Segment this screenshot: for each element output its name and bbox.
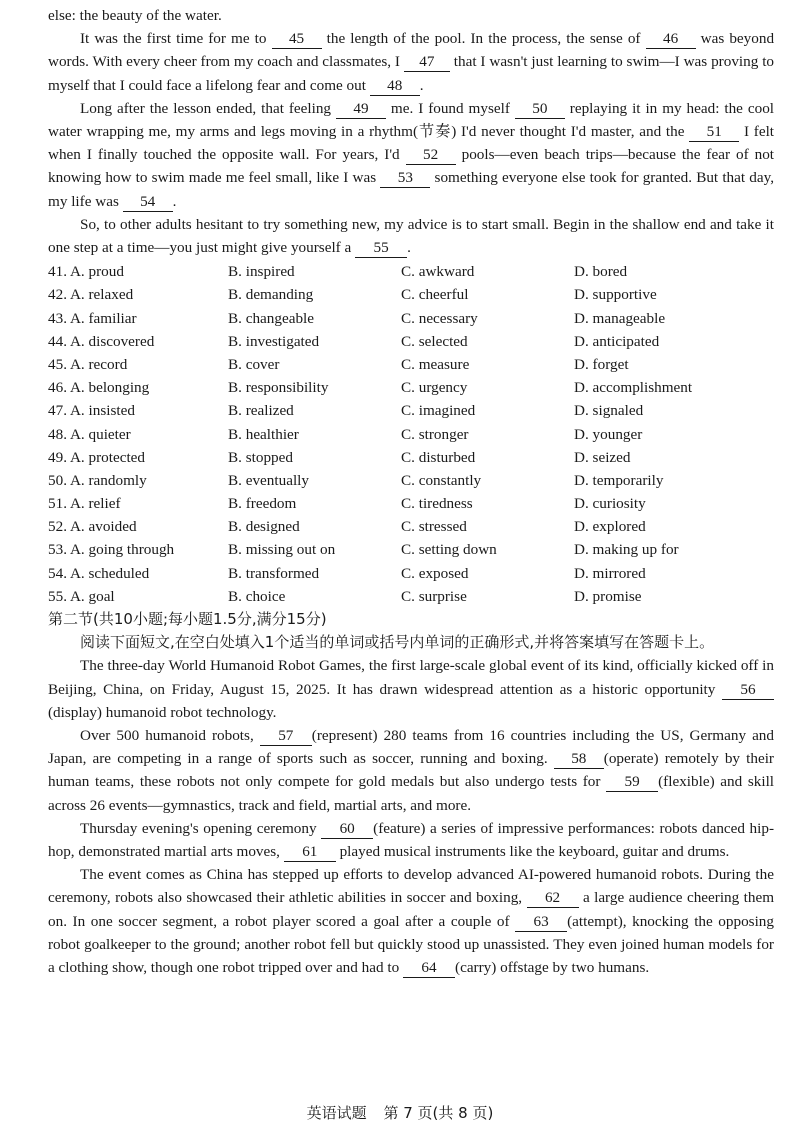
passage1-paragraph1: [48, 27, 774, 97]
option-choice[interactable]: 46. A. belonging: [48, 379, 150, 397]
passage2-paragraph2: [48, 724, 774, 817]
option-choice[interactable]: D. signaled: [574, 402, 644, 420]
blank-64[interactable]: 64: [403, 959, 455, 978]
option-choice[interactable]: 52. A. avoided: [48, 518, 137, 536]
blank-46[interactable]: 46: [646, 30, 696, 49]
text: (flexible) and skill across 26 events—gymnastics, track and field, martial arts, and more.: [48, 773, 775, 814]
option-choice[interactable]: C. exposed: [401, 564, 469, 582]
text: was beyond words. With every cheer from my coach and classmates, I: [48, 30, 775, 71]
blank-62[interactable]: 62: [527, 889, 579, 908]
text: something everyone else took for granted. But that day, my life was: [48, 169, 775, 210]
option-choice[interactable]: B. missing out on: [228, 541, 336, 559]
text: me. I found myself: [390, 99, 510, 117]
option-choice[interactable]: 49. A. protected: [48, 448, 146, 466]
option-choice[interactable]: 55. A. goal: [48, 587, 115, 605]
blank-48[interactable]: 48: [370, 77, 420, 96]
footer-subject: 英语试题: [306, 1104, 367, 1122]
text: a large audience cheering them on. In one soccer segment, a robot player scored a goal after a couple of: [48, 889, 775, 930]
text: the length of the pool. In the process, the sense of: [326, 30, 641, 48]
blank-61[interactable]: 61: [284, 843, 336, 862]
option-choice[interactable]: D. anticipated: [574, 332, 660, 350]
passage1-paragraph2: [48, 97, 774, 213]
option-choice[interactable]: D. younger: [574, 425, 643, 443]
text: (feature) a series of impressive performances: robots danced hip-hop, demonstrated martial arts moves,: [48, 819, 775, 861]
blank-49[interactable]: 49: [336, 100, 386, 119]
option-choice[interactable]: B. responsibility: [228, 379, 329, 397]
option-choice[interactable]: B. demanding: [228, 286, 314, 304]
text: Over 500 humanoid robots,: [80, 727, 254, 745]
option-choice[interactable]: D. temporarily: [574, 471, 664, 489]
blank-50[interactable]: 50: [515, 100, 565, 119]
text: played musical instruments like the keyboard, guitar and drums.: [339, 843, 730, 861]
option-row: [48, 538, 774, 561]
blank-47[interactable]: 47: [404, 53, 450, 72]
option-choice[interactable]: D. manageable: [574, 309, 666, 327]
text: that I wasn't just learning to swim—I was proving to myself that I could face a lifelong fear and come out: [48, 53, 775, 94]
option-choice[interactable]: D. seized: [574, 448, 631, 466]
option-row: [48, 376, 774, 399]
option-choice[interactable]: 43. A. familiar: [48, 309, 137, 327]
option-choice[interactable]: C. measure: [401, 355, 470, 373]
option-choice[interactable]: C. disturbed: [401, 448, 476, 466]
option-row: [48, 562, 774, 585]
blank-52[interactable]: 52: [406, 146, 456, 165]
option-choice[interactable]: C. tiredness: [401, 495, 473, 513]
blank-57[interactable]: 57: [260, 727, 312, 746]
section2-instruction: 阅读下面短文,在空白处填入1个适当的单词或括号内单词的正确形式,并将答案填写在答题卡上。: [80, 633, 715, 652]
text: So, to other adults hesitant to try something new, my advice is to start small. Begin in the shallow end and take it one step at a time—you just might give yourself a: [48, 215, 774, 257]
blank-63[interactable]: 63: [515, 913, 567, 932]
text: else: the beauty of the water.: [48, 7, 222, 24]
passage2-paragraph4: [48, 863, 774, 979]
text: .: [172, 192, 177, 210]
blank-58[interactable]: 58: [554, 750, 604, 769]
footer-page-number: 第 7 页(共 8 页): [383, 1104, 494, 1122]
exam-page: [48, 4, 774, 979]
option-row: [48, 469, 774, 492]
option-choice[interactable]: C. stronger: [401, 425, 469, 443]
text: .: [419, 76, 424, 94]
text: The three-day World Humanoid Robot Games, the first large-scale global event of its kind, officially kicked off in Beijing, China, on Friday, August 15, 2025. It has drawn widespread attention as a historic opportunity: [48, 657, 774, 698]
option-row: [48, 446, 774, 469]
blank-55[interactable]: 55: [355, 239, 407, 258]
option-choice[interactable]: B. freedom: [228, 495, 297, 513]
option-choice[interactable]: 42. A. relaxed: [48, 286, 134, 304]
option-choice[interactable]: B. inspired: [228, 263, 295, 281]
option-choice[interactable]: C. selected: [401, 332, 468, 350]
text: Long after the lesson ended, that feeling: [80, 99, 332, 117]
blank-51[interactable]: 51: [689, 123, 739, 142]
text: (represent) 280 teams from 16 countries including the US, Germany and Japan, are competing in a range of sports such as soccer, running and boxing.: [48, 727, 774, 768]
option-choice[interactable]: B. eventually: [228, 471, 309, 489]
option-choice[interactable]: D. supportive: [574, 286, 657, 304]
section2-heading: 第二节(共10小题;每小题1.5分,满分15分): [48, 610, 327, 629]
option-choice[interactable]: D. explored: [574, 518, 646, 536]
blank-45[interactable]: 45: [272, 30, 322, 49]
passage1-line0: [48, 4, 774, 27]
option-choice[interactable]: B. investigated: [228, 332, 320, 350]
option-choice[interactable]: 47. A. insisted: [48, 402, 135, 420]
passage2-paragraph3: [48, 817, 774, 863]
blank-54[interactable]: 54: [123, 193, 173, 212]
blank-53[interactable]: 53: [380, 169, 430, 188]
option-choice[interactable]: 51. A. relief: [48, 495, 121, 513]
option-choice[interactable]: D. accomplishment: [574, 379, 693, 397]
option-choice[interactable]: C. cheerful: [401, 286, 469, 304]
option-row: [48, 283, 774, 306]
option-choice[interactable]: B. healthier: [228, 425, 299, 443]
text: The event comes as China has stepped up efforts to develop advanced AI-powered humanoid robots. During the ceremony, robots also showcased their athletic abilities in soccer and boxing,: [48, 866, 774, 907]
option-row: [48, 423, 774, 446]
option-row: [48, 585, 774, 608]
option-row: [48, 330, 774, 353]
text: (display) humanoid robot technology.: [48, 703, 277, 721]
option-choice[interactable]: C. setting down: [401, 541, 497, 559]
option-row: [48, 260, 774, 283]
text: It was the first time for me to: [80, 30, 267, 48]
option-choice[interactable]: B. changeable: [228, 309, 315, 327]
option-choice[interactable]: D. curiosity: [574, 495, 646, 513]
passage2-paragraph1: [48, 654, 774, 724]
option-choice[interactable]: B. stopped: [228, 448, 293, 466]
option-choice[interactable]: 44. A. discovered: [48, 332, 155, 350]
option-choice[interactable]: 53. A. going through: [48, 541, 175, 559]
text: replaying it in my head: the cool water wrapping me, my arms and legs moving in a rhythm(节奏) I'd never thought I'd master, and the: [48, 99, 775, 141]
option-choice[interactable]: C. imagined: [401, 402, 476, 420]
option-row: [48, 515, 774, 538]
option-choice[interactable]: 48. A. quieter: [48, 425, 131, 443]
text: (operate) remotely by their human teams, these robots not only compete for gold medals but also undergo tests for: [48, 750, 774, 791]
option-row: [48, 399, 774, 422]
blank-56[interactable]: 56: [722, 681, 774, 700]
text: .: [407, 239, 411, 257]
text: I felt when I finally touched the opposite wall. For years, I'd: [48, 123, 775, 164]
option-choice[interactable]: 50. A. randomly: [48, 471, 147, 489]
option-choice[interactable]: D. forget: [574, 355, 629, 373]
option-choice[interactable]: C. constantly: [401, 471, 482, 489]
option-choice[interactable]: B. designed: [228, 518, 300, 536]
option-choice[interactable]: C. stressed: [401, 518, 467, 536]
option-choice[interactable]: 54. A. scheduled: [48, 564, 150, 582]
text: (attempt), knocking the opposing robot goalkeeper to the ground; another robot fell but quickly stood up unassisted. They even joined human models for a clothing show, though one robot tripped over and had to: [48, 912, 774, 977]
blank-59[interactable]: 59: [606, 773, 658, 792]
answer-options: [48, 260, 774, 608]
option-choice[interactable]: B. realized: [228, 402, 294, 420]
option-choice[interactable]: B. transformed: [228, 564, 320, 582]
option-row: [48, 353, 774, 376]
option-choice[interactable]: 45. A. record: [48, 355, 128, 373]
passage1-paragraph3: [48, 213, 774, 259]
page-footer: [0, 1102, 800, 1125]
option-choice[interactable]: C. necessary: [401, 309, 478, 327]
option-choice[interactable]: D. bored: [574, 263, 628, 281]
blank-60[interactable]: 60: [321, 820, 373, 839]
option-row: [48, 492, 774, 515]
option-choice[interactable]: D. making up for: [574, 541, 679, 559]
text: pools—even beach trips—because the fear of not knowing how to swim made me feel small, like I was: [48, 146, 775, 187]
option-choice[interactable]: C. awkward: [401, 263, 475, 281]
text: (carry) offstage by two humans.: [455, 959, 650, 977]
option-choice[interactable]: D. promise: [574, 587, 642, 605]
option-choice[interactable]: C. surprise: [401, 587, 467, 605]
option-choice[interactable]: D. mirrored: [574, 564, 646, 582]
option-choice[interactable]: B. cover: [228, 355, 280, 373]
option-row: [48, 307, 774, 330]
option-choice[interactable]: C. urgency: [401, 379, 468, 397]
option-choice[interactable]: 41. A. proud: [48, 263, 124, 281]
text: Thursday evening's opening ceremony: [80, 819, 317, 837]
option-choice[interactable]: B. choice: [228, 587, 286, 605]
